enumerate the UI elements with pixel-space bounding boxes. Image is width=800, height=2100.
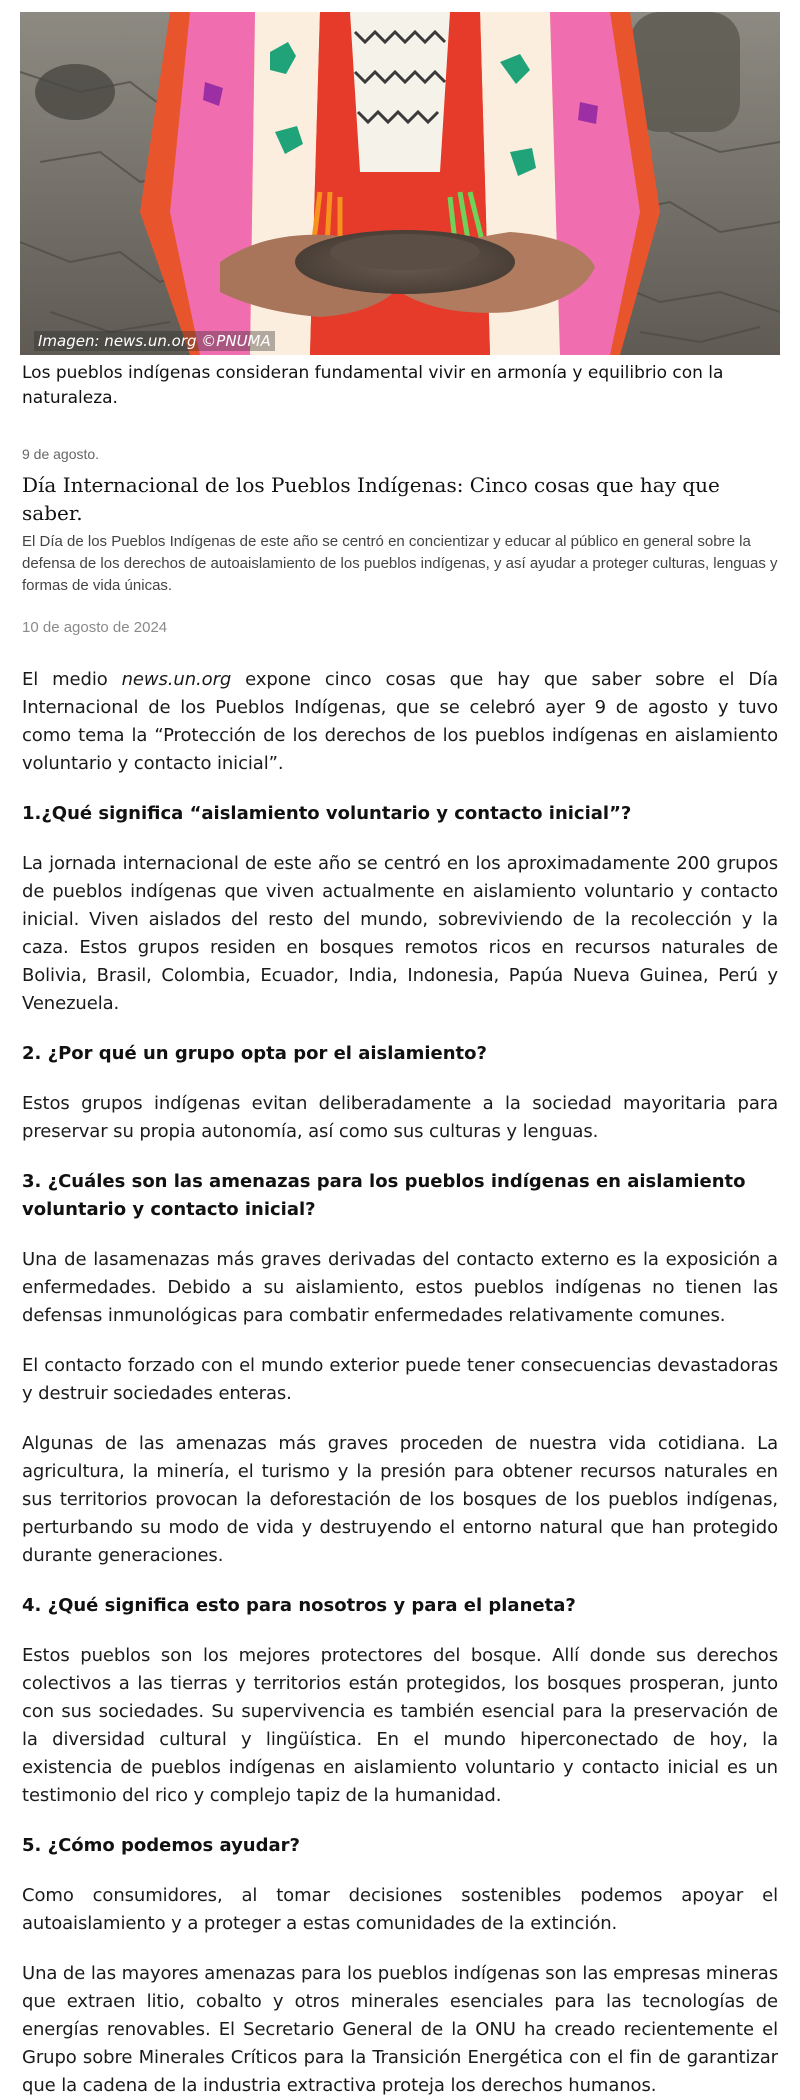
answer-3c: Algunas de las amenazas más graves proceden de nuestra vida cotidiana. La agricultura, la minería, el turismo y la presión para obtener recursos naturales en sus territorios provocan la deforestación de los bosques de los pueblos indígenas, perturbando su modo de vida y destruyendo el entorno natural que han protegido durante generaciones. <box>22 1433 778 1566</box>
answer-1: La jornada internacional de este año se centró en los aproximadamente 200 grupos de pueblos indígenas que viven actualmente en aislamiento voluntario y contacto inicial. Viven aislados del resto del mundo, sobreviviendo de la recolección y la caza. Estos grupos residen en bosques remotos ricos en recursos naturales de Bolivia, Brasil, Colombia, Ecuador, India, Indonesia, Papúa Nueva Guinea, Perú y Venezuela. <box>22 853 778 1014</box>
intro-text-a: El medio <box>22 669 122 690</box>
post-date: 10 de agosto de 2024 <box>22 619 168 636</box>
news-title[interactable]: Día Internacional de los Pueblos Indígenas: Cinco cosas que hay que saber. <box>22 473 720 525</box>
news-block <box>20 445 780 636</box>
page <box>20 0 780 2100</box>
news-summary: El Día de los Pueblos Indígenas de este año se centró en concientizar y educar al público en general sobre la defensa de los derechos de autoaislamiento de los pueblos indígenas, y así ayudar a proteger culturas, lenguas y formas de vida únicas. <box>22 533 778 594</box>
question-5: 5. ¿Cómo podemos ayudar? <box>22 1835 300 1856</box>
question-3: 3. ¿Cuáles son las amenazas para los pueblos indígenas en aislamiento voluntario y contacto inicial? <box>22 1171 746 1220</box>
answer-3a: Una de lasamenazas más graves derivadas del contacto externo es la exposición a enfermedades. Debido a su aislamiento, estos pueblos indígenas no tienen las defensas inmunológicas para combatir enfermedades relativamente comunes. <box>22 1249 778 1326</box>
answer-3b: El contacto forzado con el mundo exterior puede tener consecuencias devastadoras y destruir sociedades enteras. <box>22 1355 778 1404</box>
question-1: 1.¿Qué significa “aislamiento voluntario y contacto inicial”? <box>22 803 632 824</box>
article-body <box>20 666 780 2100</box>
answer-2: Estos grupos indígenas evitan deliberadamente a la sociedad mayoritaria para preservar su propia autonomía, así como sus culturas y lenguas. <box>22 1093 778 1142</box>
image-credit: Imagen: news.un.org ©PNUMA <box>34 331 275 351</box>
intro-source: news.un.org <box>121 669 232 690</box>
question-4: 4. ¿Qué significa esto para nosotros y para el planeta? <box>22 1595 576 1616</box>
article-intro <box>22 666 778 778</box>
image-caption: Los pueblos indígenas consideran fundamental vivir en armonía y equilibrio con la naturaleza. <box>22 363 724 408</box>
answer-4: Estos pueblos son los mejores protectores del bosque. Allí donde sus derechos colectivos a las tierras y territorios están protegidos, los bosques prosperan, junto con sus sociedades. Su supervivencia es también esencial para la preservación de la diversidad cultural y lingüística. En el mundo hiperconectado de hoy, la existencia de pueblos indígenas en aislamiento voluntario y contacto inicial es un testimonio del rico y complejo tapiz de la humanidad. <box>22 1645 778 1806</box>
answer-5a: Como consumidores, al tomar decisiones sostenibles podemos apoyar el autoaislamiento y a proteger a estas comunidades de la extinción. <box>22 1885 778 1934</box>
intro-text-b: expone cinco cosas que hay que saber sobre el Día Internacional de los Pueblos Indígenas, que se celebró ayer 9 de agosto y tuvo como tema la “Protección de los derechos de los pueblos indígenas en aislamiento voluntario y contacto inicial”. <box>22 669 778 774</box>
hero-illustration <box>20 12 780 355</box>
hero-image <box>20 12 780 355</box>
answer-5b: Una de las mayores amenazas para los pueblos indígenas son las empresas mineras que extraen litio, cobalto y otros minerales esenciales para las tecnologías de energías renovables. El Secretario General de la ONU ha creado recientemente el Grupo sobre Minerales Críticos para la Transición Energética con el fin de garantizar que la cadena de la industria extractiva proteja los derechos humanos. <box>22 1963 778 2096</box>
question-2: 2. ¿Por qué un grupo opta por el aislamiento? <box>22 1043 487 1064</box>
news-date: 9 de agosto. <box>22 446 100 462</box>
